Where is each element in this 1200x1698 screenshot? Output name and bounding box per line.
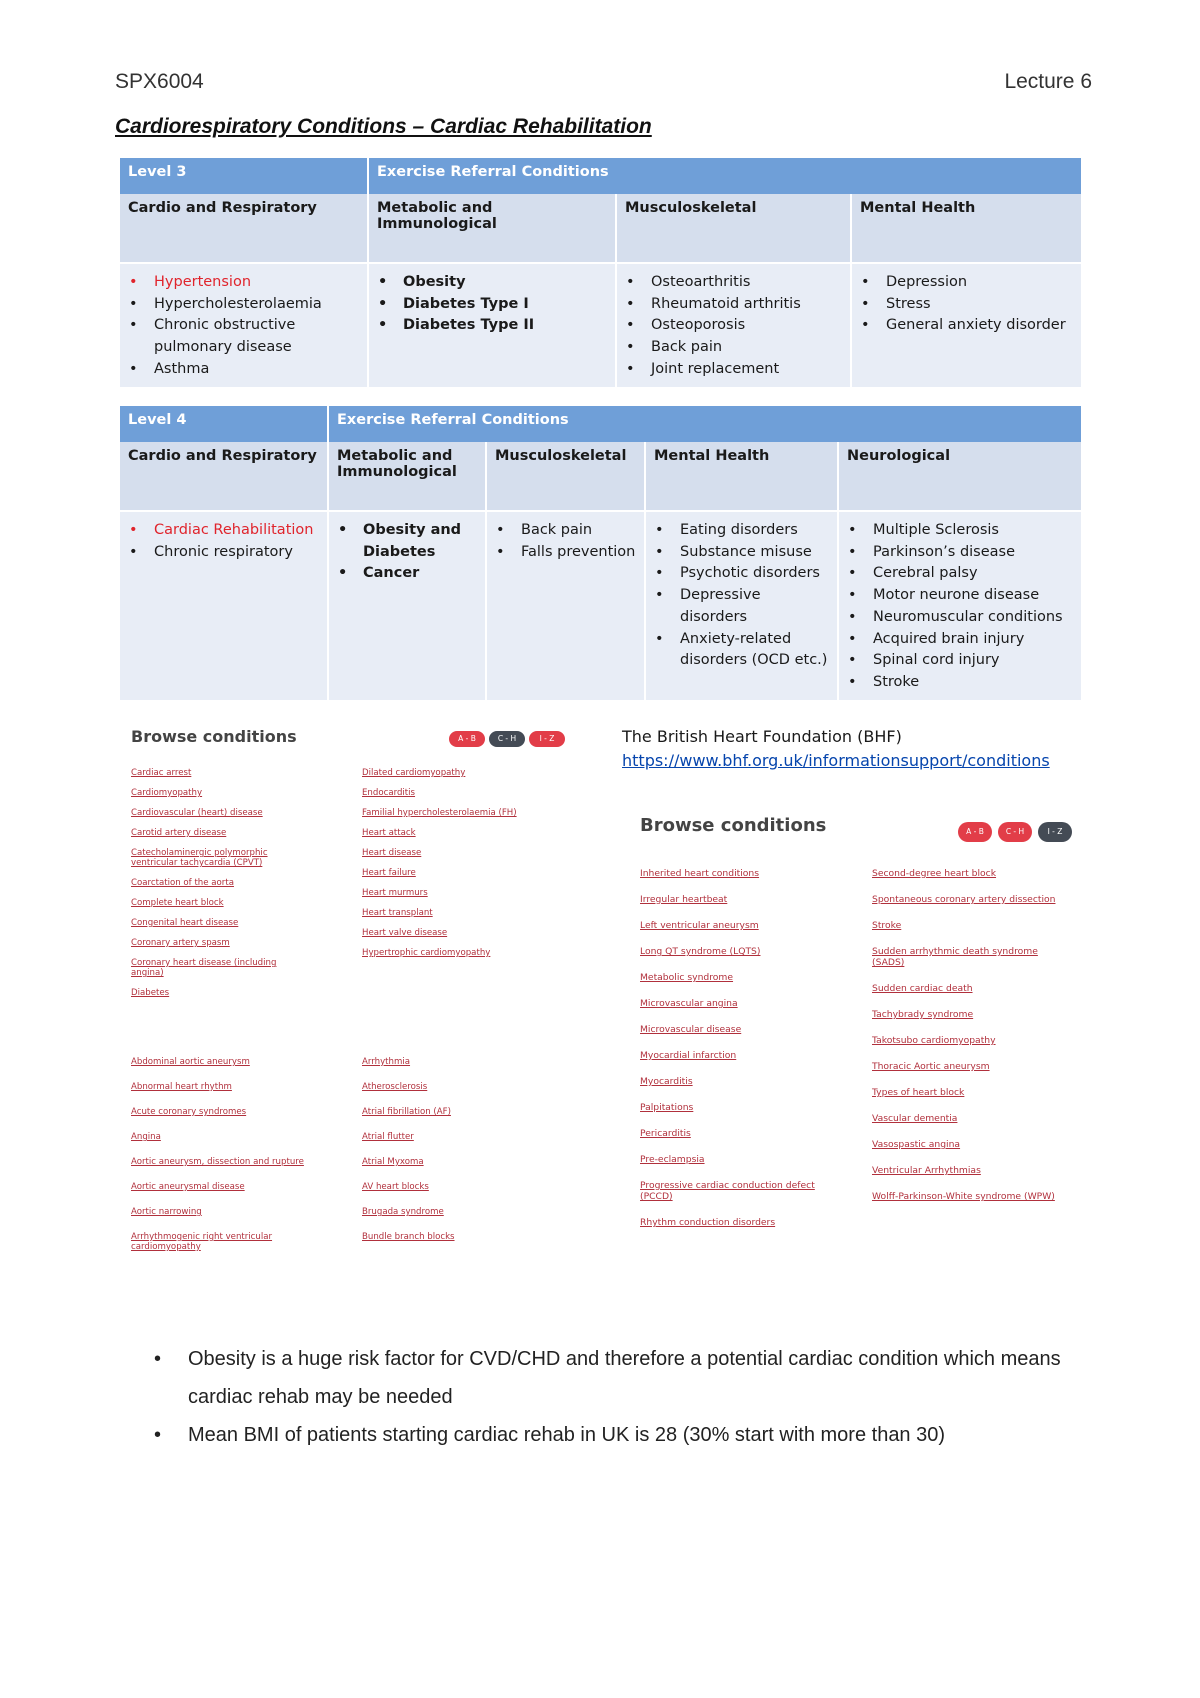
condition-link[interactable]: Left ventricular aneurysm — [640, 920, 759, 931]
condition-link[interactable]: Atrial flutter — [362, 1132, 414, 1142]
level4-heading-neurological: Neurological — [838, 442, 1082, 511]
level4-cell-neurological — [838, 511, 1082, 700]
condition-link[interactable]: Stroke — [872, 920, 902, 931]
pill-c-h-right[interactable]: C - H — [998, 822, 1032, 842]
condition-link[interactable]: Coarctation of the aorta — [131, 878, 234, 888]
condition-item: • Stress — [860, 294, 1073, 316]
condition-link[interactable]: Acute coronary syndromes — [131, 1107, 247, 1117]
browse-left-col1-bottom — [131, 1057, 321, 1267]
level3-list-mental-health — [860, 272, 1073, 337]
condition-item: • Parkinson’s disease — [847, 542, 1073, 564]
condition-link[interactable]: Palpitations — [640, 1102, 694, 1113]
condition-link[interactable]: Cardiac arrest — [131, 768, 192, 778]
condition-link[interactable]: Cardiomyopathy — [131, 788, 203, 798]
condition-item: • Depression — [860, 272, 1073, 294]
condition-link[interactable]: Takotsubo cardiomyopathy — [872, 1035, 996, 1046]
level4-referral-header: Exercise Referral Conditions — [328, 406, 1082, 442]
condition-link[interactable]: Heart failure — [362, 868, 416, 878]
condition-link[interactable]: Pericarditis — [640, 1128, 691, 1139]
condition-link[interactable]: Heart attack — [362, 828, 416, 838]
level4-list-musculoskeletal — [495, 520, 636, 563]
condition-link[interactable]: Sudden arrhythmic death syndrome (SADS) — [872, 946, 1038, 968]
condition-item: • Motor neurone disease — [847, 585, 1073, 607]
browse-left-col2-top — [362, 768, 542, 968]
condition-item: • Psychotic disorders — [654, 563, 829, 585]
condition-item: • Rheumatoid arthritis — [625, 294, 842, 316]
level4-heading-musculoskeletal: Musculoskeletal — [486, 442, 645, 511]
condition-item: • Chronic respiratory — [128, 542, 319, 564]
condition-link[interactable]: Familial hypercholesterolaemia (FH) — [362, 808, 517, 818]
condition-link[interactable]: Heart disease — [362, 848, 422, 858]
condition-link[interactable]: Dilated cardiomyopathy — [362, 768, 466, 778]
condition-link[interactable]: Tachybrady syndrome — [872, 1009, 974, 1020]
condition-item: • Back pain — [495, 520, 636, 542]
note-item: • Obesity is a huge risk factor for CVD/CHD and therefore a potential cardiac condition which means cardiac rehab may be needed — [150, 1340, 1090, 1416]
condition-link[interactable]: Angina — [131, 1132, 161, 1142]
condition-link[interactable]: Pre-eclampsia — [640, 1154, 705, 1165]
condition-link[interactable]: AV heart blocks — [362, 1182, 429, 1192]
pill-a-b-right[interactable]: A - B — [958, 822, 992, 842]
condition-link[interactable]: Vascular dementia — [872, 1113, 958, 1124]
pill-c-h[interactable]: C - H — [489, 731, 525, 747]
condition-link[interactable]: Complete heart block — [131, 898, 224, 908]
condition-item: • Falls prevention — [495, 542, 636, 564]
condition-link[interactable]: Myocarditis — [640, 1076, 693, 1087]
condition-link[interactable]: Congenital heart disease — [131, 918, 239, 928]
condition-item: • Hypertension — [128, 272, 359, 294]
condition-link[interactable]: Aortic aneurysm, dissection and rupture — [131, 1157, 304, 1167]
condition-item: • Cardiac Rehabilitation — [128, 520, 319, 542]
condition-link[interactable]: Long QT syndrome (LQTS) — [640, 946, 761, 957]
level3-referral-header: Exercise Referral Conditions — [368, 158, 1082, 194]
condition-link[interactable]: Catecholaminergic polymorphic ventricular tachycardia (CPVT) — [131, 848, 268, 868]
condition-link[interactable]: Myocardial infarction — [640, 1050, 737, 1061]
condition-link[interactable]: Aortic aneurysmal disease — [131, 1182, 245, 1192]
pill-a-b[interactable]: A - B — [449, 731, 485, 747]
condition-link[interactable]: Abnormal heart rhythm — [131, 1082, 232, 1092]
condition-link[interactable]: Carotid artery disease — [131, 828, 227, 838]
level3-cell-mental-health — [851, 263, 1082, 387]
level4-list-metabolic-and-immunological — [337, 520, 477, 585]
condition-item: • Hypercholesterolaemia — [128, 294, 359, 316]
condition-link[interactable]: Coronary artery spasm — [131, 938, 230, 948]
condition-link[interactable]: Coronary heart disease (including angina) — [131, 958, 277, 978]
condition-item: • Chronic obstructive pulmonary disease — [128, 315, 359, 358]
browse-right-col2 — [872, 868, 1072, 1217]
condition-link[interactable]: Arrhythmia — [362, 1057, 411, 1067]
condition-item: • Asthma — [128, 359, 359, 381]
condition-link[interactable]: Metabolic syndrome — [640, 972, 734, 983]
condition-item: • General anxiety disorder — [860, 315, 1073, 337]
condition-link[interactable]: Thoracic Aortic aneurysm — [872, 1061, 990, 1072]
condition-link[interactable]: Irregular heartbeat — [640, 894, 728, 905]
condition-link[interactable]: Heart murmurs — [362, 888, 428, 898]
browse-left-panel — [131, 727, 297, 746]
level3-list-metabolic-and-immunological — [377, 272, 607, 337]
condition-item: • Back pain — [625, 337, 842, 359]
level3-heading-metabolic-and-immunological: Metabolic and Immunological — [368, 194, 616, 263]
level3-heading-cardio-and-respiratory: Cardio and Respiratory — [120, 194, 368, 263]
condition-link[interactable]: Wolff-Parkinson-White syndrome (WPW) — [872, 1191, 1055, 1202]
condition-link[interactable]: Rhythm conduction disorders — [640, 1217, 776, 1228]
level4-cell-cardio-and-respiratory — [120, 511, 328, 700]
condition-link[interactable]: Heart transplant — [362, 908, 433, 918]
condition-link[interactable]: Microvascular angina — [640, 998, 738, 1009]
condition-link[interactable]: Diabetes — [131, 988, 170, 998]
condition-link[interactable]: Microvascular disease — [640, 1024, 742, 1035]
note-item: • Mean BMI of patients starting cardiac rehab in UK is 28 (30% start with more than 30) — [150, 1416, 1090, 1454]
lecture-number: Lecture 6 — [1004, 70, 1092, 93]
condition-link[interactable]: Progressive cardiac conduction defect (PCCD) — [640, 1180, 815, 1202]
condition-item: • Diabetes Type II — [377, 315, 607, 337]
condition-item: • Substance misuse — [654, 542, 829, 564]
condition-item: • Stroke — [847, 672, 1073, 694]
level4-cell-mental-health — [645, 511, 838, 700]
condition-link[interactable]: Bundle branch blocks — [362, 1232, 455, 1242]
bhf-name: The British Heart Foundation (BHF) — [622, 727, 902, 746]
condition-link[interactable]: Atrial Myxoma — [362, 1157, 424, 1167]
condition-item: • Cancer — [337, 563, 477, 585]
level4-cell-musculoskeletal — [486, 511, 645, 700]
pill-i-z[interactable]: I - Z — [529, 731, 565, 747]
condition-link[interactable]: Spontaneous coronary artery dissection — [872, 894, 1056, 905]
level4-heading-mental-health: Mental Health — [645, 442, 838, 511]
page-title: Cardiorespiratory Conditions – Cardiac Rehabilitation — [115, 115, 652, 138]
condition-link[interactable]: Aortic narrowing — [131, 1207, 202, 1217]
level3-heading-mental-health: Mental Health — [851, 194, 1082, 263]
level3-cell-metabolic-and-immunological — [368, 263, 616, 387]
condition-item: • Spinal cord injury — [847, 650, 1073, 672]
condition-link[interactable]: Heart valve disease — [362, 928, 448, 938]
condition-item: • Anxiety-related disorders (OCD etc.) — [654, 629, 829, 672]
level3-table — [120, 158, 1083, 387]
condition-item: • Neuromuscular conditions — [847, 607, 1073, 629]
condition-link[interactable]: Arrhythmogenic right ventricular cardiomyopathy — [131, 1232, 273, 1252]
condition-item: • Diabetes Type I — [377, 294, 607, 316]
condition-link[interactable]: Endocarditis — [362, 788, 416, 798]
level4-heading-metabolic-and-immunological: Metabolic and Immunological — [328, 442, 486, 511]
condition-link[interactable]: Abdominal aortic aneurysm — [131, 1057, 250, 1067]
level4-heading-cardio-and-respiratory: Cardio and Respiratory — [120, 442, 328, 511]
level3-cell-cardio-and-respiratory — [120, 263, 368, 387]
condition-link[interactable]: Atrial fibrillation (AF) — [362, 1107, 451, 1117]
condition-item: • Acquired brain injury — [847, 629, 1073, 651]
condition-link[interactable]: Inherited heart conditions — [640, 868, 760, 879]
level3-list-musculoskeletal — [625, 272, 842, 381]
level4-cell-metabolic-and-immunological — [328, 511, 486, 700]
bhf-reference — [622, 725, 1050, 773]
condition-item: • Obesity — [377, 272, 607, 294]
condition-link[interactable]: Sudden cardiac death — [872, 983, 973, 994]
browse-right-col1 — [640, 868, 820, 1243]
browse-right-panel — [640, 815, 826, 836]
level3-label: Level 3 — [120, 158, 368, 194]
condition-item: • Multiple Sclerosis — [847, 520, 1073, 542]
condition-link[interactable]: Cardiovascular (heart) disease — [131, 808, 263, 818]
condition-link[interactable]: Hypertrophic cardiomyopathy — [362, 948, 491, 958]
condition-link[interactable]: Atherosclerosis — [362, 1082, 428, 1092]
condition-link[interactable]: Brugada syndrome — [362, 1207, 444, 1217]
condition-item: • Joint replacement — [625, 359, 842, 381]
pill-i-z-right[interactable]: I - Z — [1038, 822, 1072, 842]
condition-item: • Osteoarthritis — [625, 272, 842, 294]
browse-right-title: Browse conditions — [640, 815, 827, 836]
condition-link[interactable]: Types of heart block — [872, 1087, 965, 1098]
level3-list-cardio-and-respiratory — [128, 272, 359, 381]
level4-list-cardio-and-respiratory — [128, 520, 319, 563]
course-code: SPX6004 — [115, 70, 204, 93]
condition-link[interactable]: Second-degree heart block — [872, 868, 997, 879]
level4-table — [120, 406, 1083, 700]
level4-label: Level 4 — [120, 406, 328, 442]
level3-cell-musculoskeletal — [616, 263, 851, 387]
condition-item: • Osteoporosis — [625, 315, 842, 337]
bhf-link[interactable]: https://www.bhf.org.uk/informationsupport/conditions — [622, 751, 1050, 770]
browse-left-col1-top — [131, 768, 301, 1008]
notes-list — [150, 1340, 1090, 1454]
browse-left-title: Browse conditions — [131, 727, 297, 746]
condition-link[interactable]: Ventricular Arrhythmias — [872, 1165, 981, 1176]
condition-item: • Cerebral palsy — [847, 563, 1073, 585]
condition-link[interactable]: Vasospastic angina — [872, 1139, 961, 1150]
browse-left-col2-bottom — [362, 1057, 542, 1257]
condition-item: • Obesity and Diabetes — [337, 520, 477, 563]
level4-list-mental-health — [654, 520, 829, 672]
level3-heading-musculoskeletal: Musculoskeletal — [616, 194, 851, 263]
condition-item: • Eating disorders — [654, 520, 829, 542]
level4-list-neurological — [847, 520, 1073, 694]
condition-item: • Depressive disorders — [654, 585, 829, 628]
